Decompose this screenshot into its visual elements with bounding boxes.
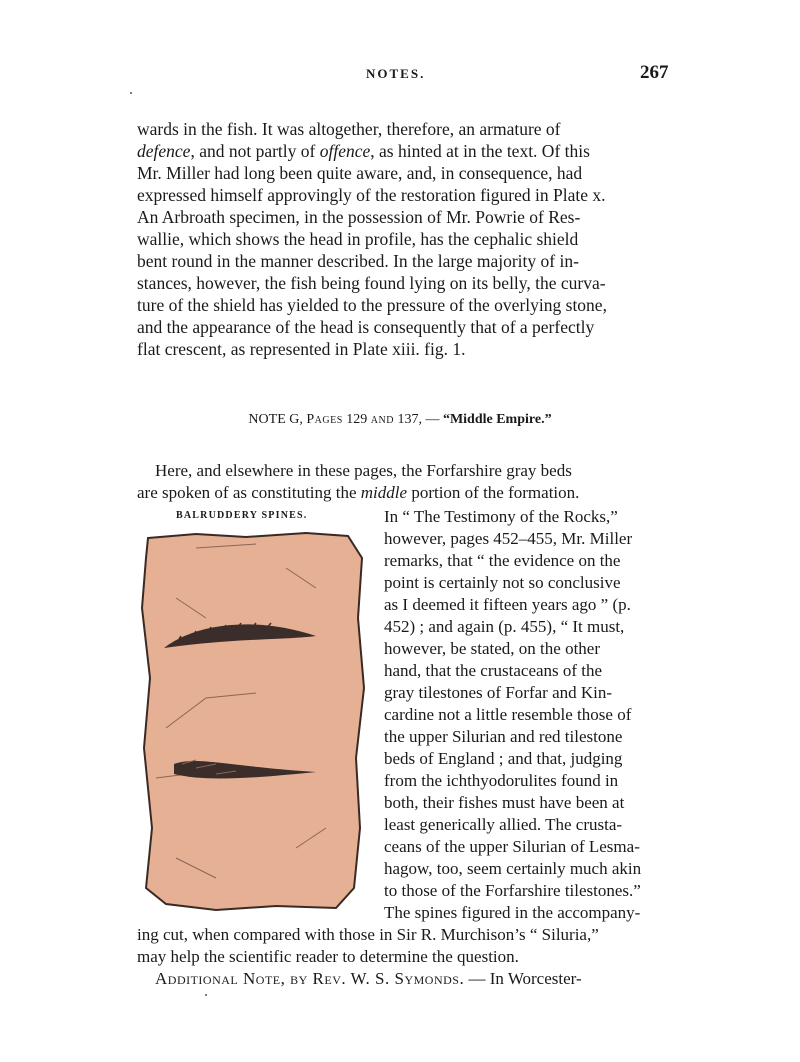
paragraph-line: 452) ; and again (p. 455), “ It must,: [384, 617, 625, 636]
note-heading: NOTE G, Pages 129 and 137, — “Middle Empire.”: [248, 412, 552, 427]
paragraph-line: gray tilestones of Forfar and Kin-: [384, 683, 613, 702]
note-title: “Middle Empire.”: [442, 412, 552, 427]
paragraph-line: from the ichthyodorulites found in: [384, 771, 619, 790]
paragraph-line: point is certainly not so conclusive: [384, 573, 621, 592]
paragraph-line: wallie, which shows the head in profile, has the cephalic shield: [137, 229, 579, 249]
paragraph-line: flat crescent, as represented in Plate xiii. fig. 1.: [137, 339, 466, 359]
paragraph-line: ceans of the upper Silurian of Lesma-: [384, 837, 640, 856]
paragraph-line: In “ The Testimony of the Rocks,”: [384, 507, 618, 526]
paragraph-line: least generically allied. The crusta-: [384, 815, 623, 834]
paragraph-line: Mr. Miller had long been quite aware, and, in consequence, had: [137, 163, 583, 183]
additional-note-label: Additional Note, by Rev. W. S. Symonds.: [155, 969, 465, 988]
paragraph-line: wards in the fish. It was altogether, therefore, an armature of: [137, 119, 561, 139]
paragraph-line: An Arbroath specimen, in the possession of Mr. Powrie of Res-: [137, 207, 581, 227]
paragraph-line: the upper Silurian and red tilestone: [384, 727, 623, 746]
emphasis: middle: [360, 483, 408, 502]
paragraph-line: and the appearance of the head is consequently that of a perfectly: [137, 317, 595, 337]
ink-speck: [205, 994, 207, 996]
ink-speck: [130, 92, 132, 94]
paragraph-line: however, be stated, on the other: [384, 639, 600, 658]
paragraph-line: The spines figured in the accompany-: [384, 903, 641, 922]
paragraph-line: to those of the Forfarshire tilestones.”: [384, 881, 641, 900]
paragraph-line: Here, and elsewhere in these pages, the Forfarshire gray beds: [155, 461, 572, 480]
paragraph-line: hagow, too, seem certainly much akin: [384, 859, 642, 878]
paragraph-line: expressed himself approvingly of the restoration figured in Plate x.: [137, 185, 606, 205]
paragraph-line: bent round in the manner described. In the large majority of in-: [137, 251, 579, 271]
emphasis: offence: [319, 141, 371, 161]
paragraph-line: defence, and not partly of offence, as hinted at in the text. Of this: [137, 141, 590, 161]
paragraph-line: remarks, that “ the evidence on the: [384, 551, 621, 570]
paragraph-line: as I deemed it fifteen years ago ” (p.: [384, 595, 631, 614]
paragraph-line: beds of England ; and that, judging: [384, 749, 623, 768]
paragraph-line: hand, that the crustaceans of the: [384, 661, 603, 680]
emphasis: defence: [137, 141, 191, 161]
running-head: [0, 64, 800, 88]
paragraph-line: are spoken of as constituting the middle portion of the formation.: [137, 483, 580, 502]
paragraph-line: however, pages 452–455, Mr. Miller: [384, 529, 633, 548]
paragraph-line: both, their fishes must have been at: [384, 793, 625, 812]
figure-caption: BALRUDDERY SPINES.: [176, 510, 308, 521]
paragraph-line: cardine not a little resemble those of: [384, 705, 632, 724]
paragraph-line: ing cut, when compared with those in Sir R. Murchison’s “ Siluria,”: [137, 925, 599, 944]
paragraph-line: may help the scientific reader to determine the question.: [137, 947, 519, 966]
paragraph-line: stances, however, the fish being found lying on its belly, the curva-: [137, 273, 606, 293]
additional-note-line: Additional Note, by Rev. W. S. Symonds. — In Worcester-: [155, 969, 582, 988]
paragraph-line: ture of the shield has yielded to the pressure of the overlying stone,: [137, 295, 607, 315]
fossil-spines-illustration: [136, 528, 368, 914]
running-head-title: NOTES.: [366, 66, 426, 81]
page-number: 267: [640, 62, 669, 83]
